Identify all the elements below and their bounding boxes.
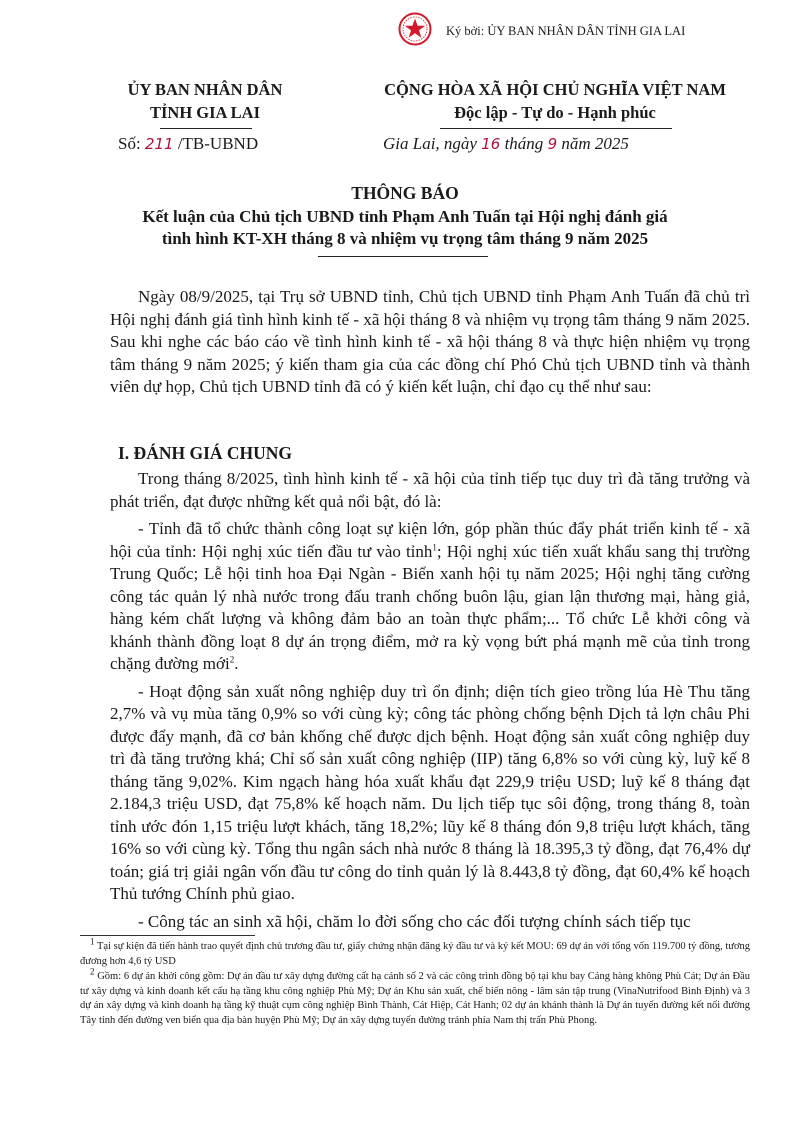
section-body	[110, 468, 750, 938]
footnotes	[80, 936, 751, 1029]
national-title: CỘNG HÒA XÃ HỘI CHỦ NGHĨA VIỆT NAM	[384, 80, 726, 99]
footnote-2: $^2$ Gồm: 6 dự án khởi công gồm: Dự án đầu tư xây dựng đường cất hạ cánh số 2 và các công trình đồng bộ tại khu bay Cảng hàng không Phù Cát; Dự án Đầu tư xây dựng và kinh doanh kết cấu hạ tầng khu công nghiệp Phù Mỹ; Dự án Khu sản xuất, chế biến nông - lâm sản tập trung (VinaNutrifood Bình Định) và 3 dự án xây dựng và kinh doanh hạ tầng kỹ thuật cụm công nghiệp Bình Thành, Cát Hiệp, Cát Hanh; 02 dự án khánh thành là Dự án tuyến đường kết nối đường Tây tỉnh đến đường ven biển qua địa bàn huyện Phù Mỹ; Dự án xây dựng tuyến đường tránh phía Nam thị trấn Phù Phong.	[80, 966, 751, 1026]
document-title: THÔNG BÁO	[351, 183, 459, 203]
intro-block	[110, 286, 750, 404]
footnote-ref-1: 1	[432, 541, 437, 552]
paragraph-events: - Tỉnh đã tổ chức thành công loạt sự kiện lớn, góp phần thúc đẩy phát triển kinh tế - xã hội của tỉnh: Hội nghị xúc tiến đầu tư vào tỉnh$^1$; Hội nghị xúc tiến xuất khẩu sang thị trường Trung Quốc; Lễ hội tinh hoa Đại Ngàn - Biển xanh hội tụ năm 2025; Hội nghị tăng cường công tác quản lý nhà nước trong đấu tranh chống buôn lậu, gian lận thương mại, hàng giả, hàng kém chất lượng và không đảm bảo an toàn thực phẩm;... Tổ chức Lễ khởi công và khánh thành đồng loạt 8 dự án trọng điểm, mở ra kỳ vọng bứt phá mạnh mẽ của tỉnh trong chặng đường mới$^2$.	[110, 519, 751, 673]
agency-line-2: TỈNH GIA LAI	[149, 103, 261, 122]
footnote-1: $^1$ Tại sự kiện đã tiến hành trao quyết định chủ trương đầu tư, giấy chứng nhận đăng ký đầu tư và ký kết MOU: 69 dự án với tổng vốn 119.700 tỷ đồng, tương đương hơn 4,6 tỷ USD	[80, 936, 751, 967]
title-underline	[318, 256, 488, 257]
agency-line-1: ỦY BAN NHÂN DÂN	[127, 80, 283, 99]
footnote-divider	[80, 935, 255, 936]
place-and-date: Gia Lai, ngày 16 tháng 9 năm 2025	[383, 134, 629, 153]
subtitle-line-1: Kết luận của Chủ tịch UBND tỉnh Phạm Anh Tuấn tại Hội nghị đánh giá	[142, 207, 668, 226]
document-subtitle	[60, 206, 750, 250]
motto-underline	[440, 128, 672, 129]
issuing-agency	[100, 78, 310, 124]
intro-paragraph: Ngày 08/9/2025, tại Trụ sở UBND tỉnh, Chủ tịch UBND tỉnh Phạm Anh Tuấn đã chủ trì Hội nghị đánh giá tình hình kinh tế - xã hội tháng 8 và nhiệm vụ trọng tâm tháng 9 năm 2025. Sau khi nghe các báo cáo về tình hình kinh tế - xã hội tháng 8 và thực hiện nhiệm vụ trọng tâm tháng 9 năm 2025; ý kiến tham gia của các đồng chí Phó Chủ tịch UBND tỉnh và thành viên dự họp, Chủ tịch UBND tỉnh đã có ý kiến kết luận, chỉ đạo cụ thể như sau:	[110, 287, 750, 396]
signed-by-text: Ký bởi: ỦY BAN NHÂN DÂN TỈNH GIA LAI	[446, 24, 686, 38]
handwritten-number: 211	[144, 135, 174, 153]
footnote-ref-2: 2	[229, 654, 235, 665]
document-number: Số: 211 /TB-UBND	[118, 134, 259, 153]
handwritten-day: 16	[481, 135, 501, 153]
digital-signature-stamp	[398, 12, 788, 48]
paragraph-overview: Trong tháng 8/2025, tình hình kinh tế - xã hội của tỉnh tiếp tục duy trì đà tăng trưởng và phát triển, đạt được những kết quả nổi bật, đó là:	[110, 469, 750, 511]
paragraph-social: - Công tác an sinh xã hội, chăm lo đời sống cho các đối tượng chính sách tiếp tục	[138, 911, 691, 931]
agency-underline	[160, 128, 252, 129]
paragraph-economy: - Hoạt động sản xuất nông nghiệp duy trì ổn định; diện tích gieo trồng lúa Hè Thu tăng 2,7% và vụ mùa tăng 0,9% so với cùng kỳ; công tác phòng chống bệnh Dịch tả lợn châu Phi được đẩy mạnh, đã cơ bản khống chế được dịch bệnh. Hoạt động sản xuất công nghiệp duy trì đà tăng trưởng khá; Chỉ số sản xuất công nghiệp (IIP) tăng 6,8% so với cùng kỳ, luỹ kế 8 tháng tăng 9,02%. Kim ngạch hàng hóa xuất khẩu đạt 229,9 triệu USD; luỹ kế 8 tháng đạt 2.184,3 triệu USD, đạt 75,8% kế hoạch năm. Du lịch tiếp tục sôi động, trong tháng 8, toàn tỉnh ước đón 1,15 triệu lượt khách, tăng 18,2%; lũy kế 8 tháng đón 9,8 triệu lượt khách, tăng 16% so với cùng kỳ. Tổng thu ngân sách nhà nước 8 tháng là 18.395,3 tỷ đồng, đạt 76,4% dự toán; giá trị giải ngân vốn đầu tư công do tỉnh quản lý là 8.443,8 tỷ đồng, đạt 60,4% kế hoạch Thủ tướng Chính phủ giao.	[110, 681, 750, 903]
national-motto: Độc lập - Tự do - Hạnh phúc	[454, 103, 656, 122]
subtitle-line-2: tình hình KT-XH tháng 8 và nhiệm vụ trọng tâm tháng 9 năm 2025	[161, 229, 649, 248]
red-star-seal-icon	[398, 12, 432, 46]
handwritten-month: 9	[547, 135, 558, 153]
section-heading: I. ĐÁNH GIÁ CHUNG	[118, 443, 293, 463]
